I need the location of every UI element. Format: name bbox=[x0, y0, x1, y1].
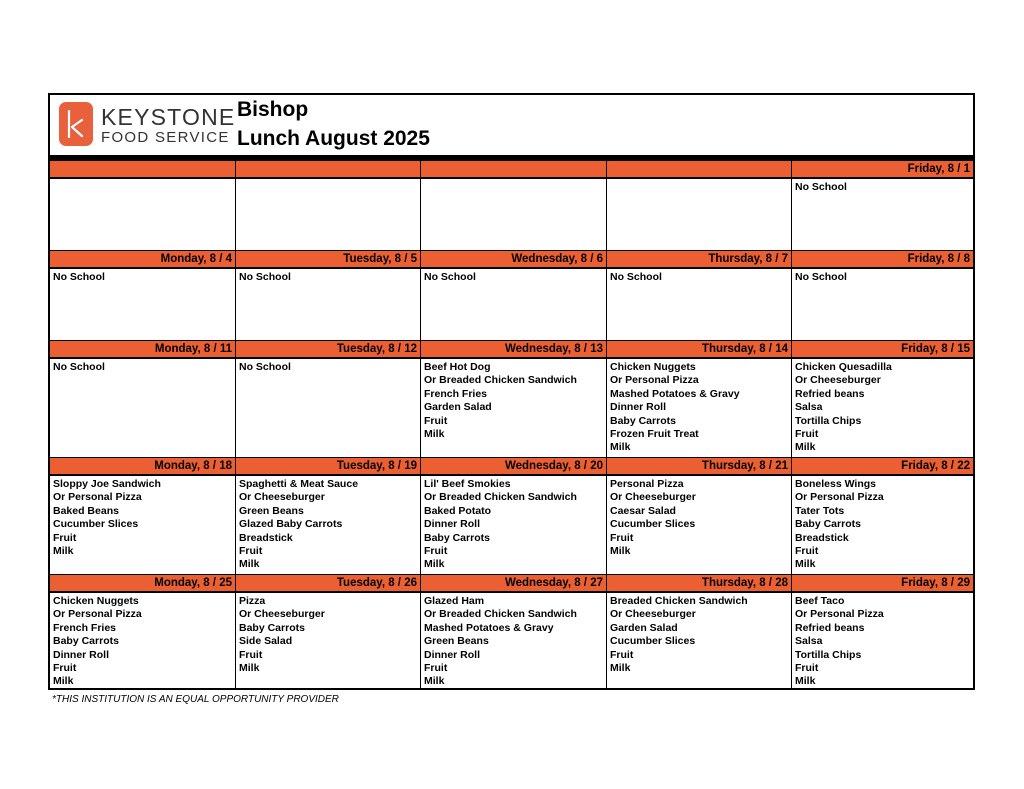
menu-item: Boneless Wings bbox=[795, 478, 877, 490]
menu-item: Beef Hot Dog bbox=[424, 361, 491, 373]
day-cell bbox=[607, 458, 792, 575]
menu-items bbox=[50, 269, 235, 284]
day-header: Wednesday, 8 / 27 bbox=[421, 575, 606, 593]
menu-item: Milk bbox=[424, 428, 445, 441]
menu-items bbox=[50, 179, 235, 181]
day-header bbox=[607, 161, 791, 179]
week-row bbox=[50, 458, 973, 575]
menu-item: Pizza bbox=[239, 595, 266, 607]
menu-item: Milk bbox=[239, 662, 260, 675]
day-header: Monday, 8 / 11 bbox=[50, 341, 235, 359]
menu-item: Milk bbox=[795, 441, 816, 454]
school-name: Bishop bbox=[237, 98, 309, 121]
menu-item: Dinner Roll bbox=[424, 648, 481, 661]
menu-item: Lil' Beef Smokies bbox=[424, 478, 511, 490]
calendar-grid bbox=[50, 161, 973, 688]
menu-items bbox=[236, 269, 420, 284]
menu-items bbox=[792, 476, 973, 572]
day-cell bbox=[421, 161, 607, 251]
menu-item: Or Personal Pizza bbox=[53, 608, 142, 621]
day-cell bbox=[421, 251, 607, 341]
week-row bbox=[50, 341, 973, 458]
menu-item: Milk bbox=[795, 675, 816, 688]
day-header: Friday, 8 / 29 bbox=[792, 575, 973, 593]
menu-item: French Fries bbox=[424, 387, 488, 400]
menu-item: Milk bbox=[610, 441, 631, 454]
menu-item: Refried beans bbox=[795, 387, 865, 400]
menu-item: Tortilla Chips bbox=[795, 414, 862, 427]
day-cell bbox=[607, 251, 792, 341]
day-header bbox=[421, 161, 606, 179]
menu-item: Cucumber Slices bbox=[610, 518, 696, 531]
menu-items bbox=[236, 179, 420, 181]
menu-item: Or Personal Pizza bbox=[610, 374, 699, 387]
menu-item: Green Beans bbox=[424, 635, 489, 648]
day-cell bbox=[792, 575, 973, 688]
menu-item: Fruit bbox=[424, 414, 448, 427]
day-cell bbox=[236, 575, 421, 688]
day-cell bbox=[607, 161, 792, 251]
menu-item: Fruit bbox=[239, 648, 263, 661]
day-header: Tuesday, 8 / 19 bbox=[236, 458, 420, 476]
menu-item: Baby Carrots bbox=[239, 621, 305, 634]
menu-item: Glazed Ham bbox=[424, 595, 485, 607]
day-header: Thursday, 8 / 14 bbox=[607, 341, 791, 359]
day-header: Monday, 8 / 25 bbox=[50, 575, 235, 593]
week-row bbox=[50, 575, 973, 688]
logo-text-food-service: FOOD SERVICE bbox=[101, 129, 230, 146]
week-row bbox=[50, 251, 973, 341]
menu-items bbox=[607, 593, 791, 675]
menu-item: Frozen Fruit Treat bbox=[610, 428, 699, 441]
equal-opportunity-note: *THIS INSTITUTION IS AN EQUAL OPPORTUNITY PROVIDER bbox=[52, 694, 339, 705]
menu-item: Fruit bbox=[53, 662, 77, 675]
menu-item: Chicken Nuggets bbox=[610, 361, 696, 373]
menu-item: Or Breaded Chicken Sandwich bbox=[424, 608, 577, 621]
menu-items bbox=[50, 593, 235, 689]
menu-item: Dinner Roll bbox=[424, 518, 481, 531]
day-cell bbox=[236, 161, 421, 251]
day-header: Friday, 8 / 22 bbox=[792, 458, 973, 476]
week-row bbox=[50, 161, 973, 251]
menu-item: Or Breaded Chicken Sandwich bbox=[424, 374, 577, 387]
menu-item: Baby Carrots bbox=[53, 635, 119, 648]
menu-header bbox=[50, 95, 973, 155]
menu-item: Breaded Chicken Sandwich bbox=[610, 595, 748, 607]
menu-item: Milk bbox=[53, 675, 74, 688]
day-cell bbox=[236, 251, 421, 341]
day-header: Friday, 8 / 1 bbox=[792, 161, 973, 179]
day-header: Thursday, 8 / 21 bbox=[607, 458, 791, 476]
menu-item: Or Cheeseburger bbox=[610, 608, 696, 621]
menu-item: Fruit bbox=[795, 545, 819, 558]
menu-item: Mashed Potatoes & Gravy bbox=[424, 621, 554, 634]
day-header bbox=[236, 161, 420, 179]
menu-item: Cucumber Slices bbox=[53, 518, 139, 531]
menu-item: Or Personal Pizza bbox=[795, 608, 884, 621]
menu-items bbox=[792, 359, 973, 455]
menu-item: Fruit bbox=[239, 545, 263, 558]
menu-item: Baby Carrots bbox=[610, 414, 676, 427]
day-cell bbox=[421, 341, 607, 458]
day-header: Wednesday, 8 / 20 bbox=[421, 458, 606, 476]
menu-items bbox=[607, 269, 791, 284]
menu-item: Baby Carrots bbox=[795, 518, 861, 531]
menu-items bbox=[607, 476, 791, 558]
menu-items bbox=[421, 269, 606, 284]
menu-item: Or Cheeseburger bbox=[795, 374, 881, 387]
menu-item: Green Beans bbox=[239, 504, 304, 517]
menu-items bbox=[607, 179, 791, 181]
day-cell bbox=[236, 341, 421, 458]
menu-item: Baby Carrots bbox=[424, 531, 490, 544]
menu-item: Milk bbox=[53, 545, 74, 558]
menu-items bbox=[50, 476, 235, 558]
keystone-logo bbox=[59, 102, 236, 148]
menu-items bbox=[421, 593, 606, 689]
menu-item: Chicken Nuggets bbox=[53, 595, 139, 607]
menu-items bbox=[236, 359, 420, 374]
menu-item: Tortilla Chips bbox=[795, 648, 862, 661]
menu-item: Breadstick bbox=[239, 531, 293, 544]
day-cell bbox=[792, 458, 973, 575]
day-cell bbox=[792, 251, 973, 341]
menu-item: Salsa bbox=[795, 401, 823, 414]
menu-item: Caesar Salad bbox=[610, 504, 676, 517]
menu-items bbox=[607, 359, 791, 455]
menu-item: Salsa bbox=[795, 635, 823, 648]
page-title: Lunch August 2025 bbox=[237, 127, 430, 150]
menu-item: Side Salad bbox=[239, 635, 293, 648]
day-cell bbox=[50, 251, 236, 341]
day-header: Tuesday, 8 / 26 bbox=[236, 575, 420, 593]
menu-item: Or Breaded Chicken Sandwich bbox=[424, 491, 577, 504]
menu-item: Spaghetti & Meat Sauce bbox=[239, 478, 359, 490]
day-header: Wednesday, 8 / 6 bbox=[421, 251, 606, 269]
menu-item: Fruit bbox=[610, 648, 634, 661]
menu-item: Or Cheeseburger bbox=[239, 491, 325, 504]
menu-item: No School bbox=[610, 271, 662, 283]
menu-item: Fruit bbox=[795, 428, 819, 441]
day-cell bbox=[236, 458, 421, 575]
day-header: Thursday, 8 / 28 bbox=[607, 575, 791, 593]
menu-items bbox=[236, 593, 420, 675]
menu-item: Milk bbox=[610, 545, 631, 558]
day-header: Wednesday, 8 / 13 bbox=[421, 341, 606, 359]
menu-item: No School bbox=[239, 361, 291, 373]
menu-item: Garden Salad bbox=[610, 621, 678, 634]
menu-item: Baked Beans bbox=[53, 504, 119, 517]
menu-item: No School bbox=[53, 271, 105, 283]
menu-item: No School bbox=[424, 271, 476, 283]
day-cell bbox=[50, 341, 236, 458]
menu-item: Milk bbox=[610, 662, 631, 675]
menu-items bbox=[236, 476, 420, 572]
menu-calendar bbox=[48, 93, 975, 690]
menu-item: No School bbox=[795, 271, 847, 283]
menu-item: Dinner Roll bbox=[53, 648, 110, 661]
day-cell bbox=[792, 341, 973, 458]
day-cell bbox=[50, 458, 236, 575]
day-header: Tuesday, 8 / 12 bbox=[236, 341, 420, 359]
menu-item: Glazed Baby Carrots bbox=[239, 518, 343, 531]
menu-item: Milk bbox=[239, 558, 260, 571]
day-header: Tuesday, 8 / 5 bbox=[236, 251, 420, 269]
menu-item: French Fries bbox=[53, 621, 117, 634]
menu-items bbox=[421, 476, 606, 572]
menu-item: Garden Salad bbox=[424, 401, 492, 414]
menu-item: Or Cheeseburger bbox=[610, 491, 696, 504]
menu-items bbox=[50, 359, 235, 374]
menu-item: Chicken Quesadilla bbox=[795, 361, 892, 373]
menu-item: Mashed Potatoes & Gravy bbox=[610, 387, 740, 400]
menu-item: No School bbox=[239, 271, 291, 283]
day-cell bbox=[792, 161, 973, 251]
day-header: Friday, 8 / 8 bbox=[792, 251, 973, 269]
menu-item: Milk bbox=[795, 558, 816, 571]
menu-item: Or Cheeseburger bbox=[239, 608, 325, 621]
menu-item: Cucumber Slices bbox=[610, 635, 696, 648]
day-header: Monday, 8 / 4 bbox=[50, 251, 235, 269]
menu-item: Or Personal Pizza bbox=[795, 491, 884, 504]
day-cell bbox=[421, 458, 607, 575]
menu-item: Fruit bbox=[795, 662, 819, 675]
menu-item: Refried beans bbox=[795, 621, 865, 634]
menu-items bbox=[421, 179, 606, 181]
menu-item: Or Personal Pizza bbox=[53, 491, 142, 504]
day-cell bbox=[607, 341, 792, 458]
keystone-k-icon bbox=[59, 102, 93, 146]
menu-item: Baked Potato bbox=[424, 504, 492, 517]
logo-text-keystone: KEYSTONE bbox=[101, 104, 236, 130]
menu-item: Fruit bbox=[424, 545, 448, 558]
menu-item: Tater Tots bbox=[795, 504, 845, 517]
menu-items bbox=[792, 593, 973, 689]
menu-items bbox=[792, 179, 973, 194]
menu-item: Dinner Roll bbox=[610, 401, 667, 414]
menu-item: Personal Pizza bbox=[610, 478, 684, 490]
menu-item: Milk bbox=[424, 675, 445, 688]
day-cell bbox=[607, 575, 792, 688]
menu-item: Breadstick bbox=[795, 531, 849, 544]
day-cell bbox=[50, 575, 236, 688]
menu-items bbox=[421, 359, 606, 441]
menu-item: Beef Taco bbox=[795, 595, 845, 607]
menu-item: Fruit bbox=[610, 531, 634, 544]
day-header: Monday, 8 / 18 bbox=[50, 458, 235, 476]
day-header: Thursday, 8 / 7 bbox=[607, 251, 791, 269]
menu-item: Sloppy Joe Sandwich bbox=[53, 478, 161, 490]
day-header: Friday, 8 / 15 bbox=[792, 341, 973, 359]
menu-item: No School bbox=[53, 361, 105, 373]
day-cell bbox=[421, 575, 607, 688]
day-header bbox=[50, 161, 235, 179]
menu-item: Fruit bbox=[424, 662, 448, 675]
menu-item: Fruit bbox=[53, 531, 77, 544]
menu-item: Milk bbox=[424, 558, 445, 571]
menu-item: No School bbox=[795, 181, 847, 193]
day-cell bbox=[50, 161, 236, 251]
menu-items bbox=[792, 269, 973, 284]
